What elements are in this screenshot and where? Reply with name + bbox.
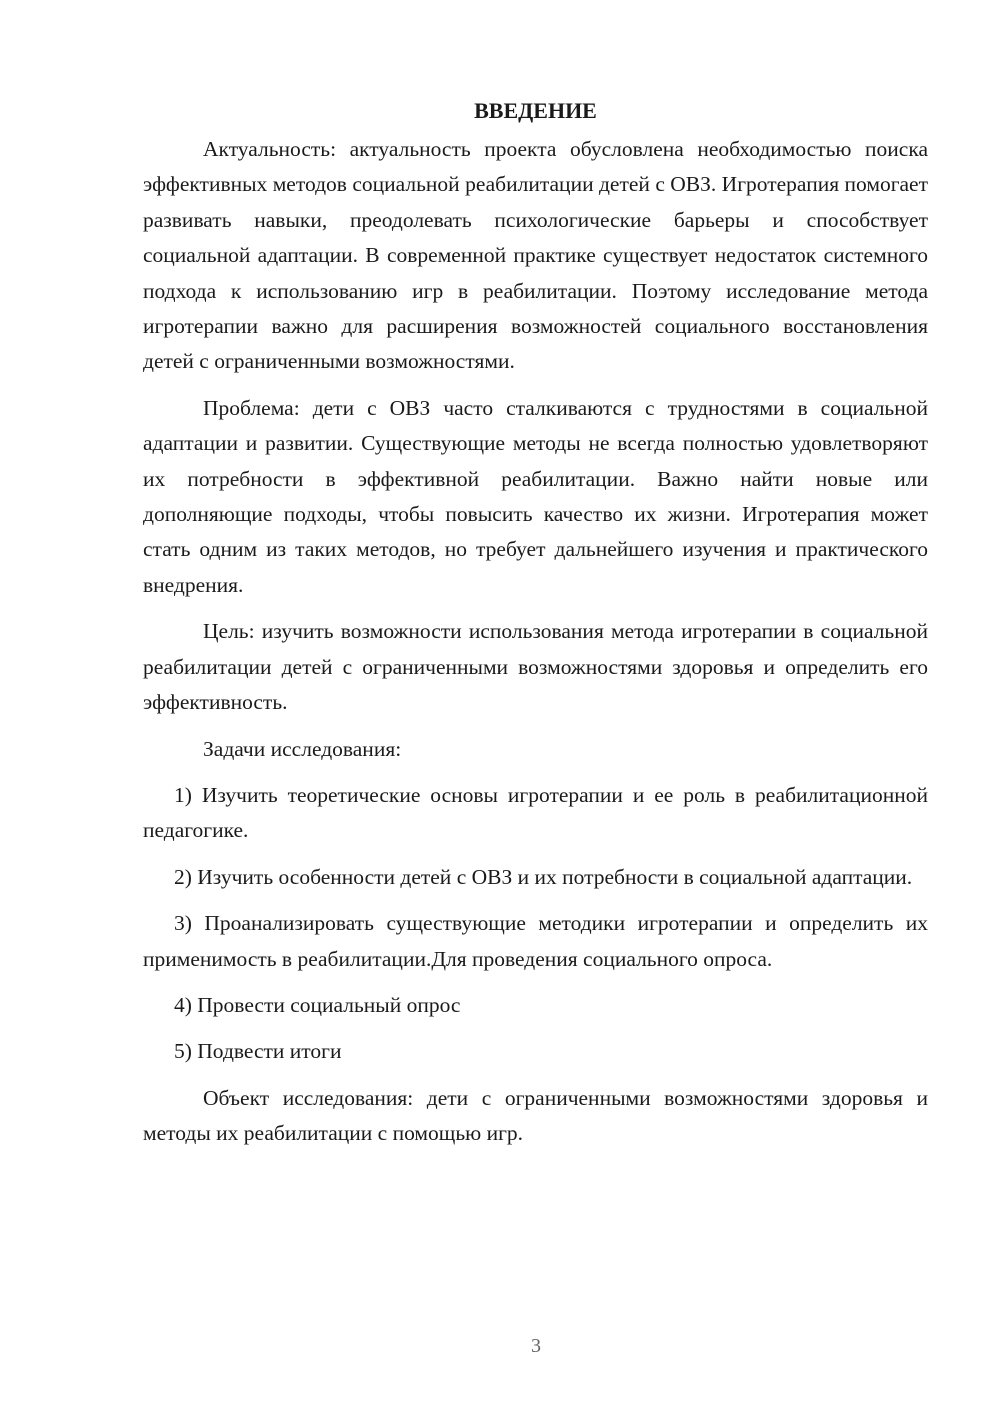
task-item-4: 4) Провести социальный опрос	[174, 992, 461, 1017]
document-page	[143, 96, 928, 1163]
tasks-title: Задачи исследования:	[203, 736, 402, 761]
task-item-1: 1) Изучить теоретические основы игротерапии и ее роль в реабилитационной педагогике.	[143, 782, 928, 843]
paragraph-object: Объект исследования: дети с ограниченными возможностями здоровья и методы их реабилитации с помощью игр.	[143, 1085, 928, 1146]
paragraph-goal: Цель: изучить возможности использования метода игротерапии в социальной реабилитации детей с ограниченными возможностями здоровья и определить его эффективность.	[143, 619, 928, 715]
task-item-2: 2) Изучить особенности детей с ОВЗ и их потребности в социальной адаптации.	[174, 864, 913, 889]
page-number: 3	[531, 1335, 541, 1357]
paragraph-relevance: Актуальность: актуальность проекта обусловлена необходимостью поиска эффективных методов социальной реабилитации детей с ОВЗ. Игротерапия помогает развивать навыки, преодолевать психологические барьеры и способствует социальной адаптации. В современной практике существует недостаток системного подхода к использованию игр в реабилитации. Поэтому исследование метода игротерапии важно для расширения возможностей социального восстановления детей с ограниченными возможностями.	[143, 137, 928, 374]
paragraph-problem: Проблема: дети с ОВЗ часто сталкиваются с трудностями в социальной адаптации и развитии. Существующие методы не всегда полностью удовлетворяют их потребности в эффективной реабилитации. Важно найти новые или дополняющие подходы, чтобы повысить качество их жизни. Игротерапия может стать одним из таких методов, но требует дальнейшего изучения и практического внедрения.	[143, 395, 928, 597]
page-title: ВВЕДЕНИЕ	[474, 98, 597, 123]
task-item-5: 5) Подвести итоги	[174, 1039, 342, 1064]
task-item-3: 3) Проанализировать существующие методики игротерапии и определить их применимость в реабилитации.Для проведения социального опроса.	[143, 911, 928, 971]
